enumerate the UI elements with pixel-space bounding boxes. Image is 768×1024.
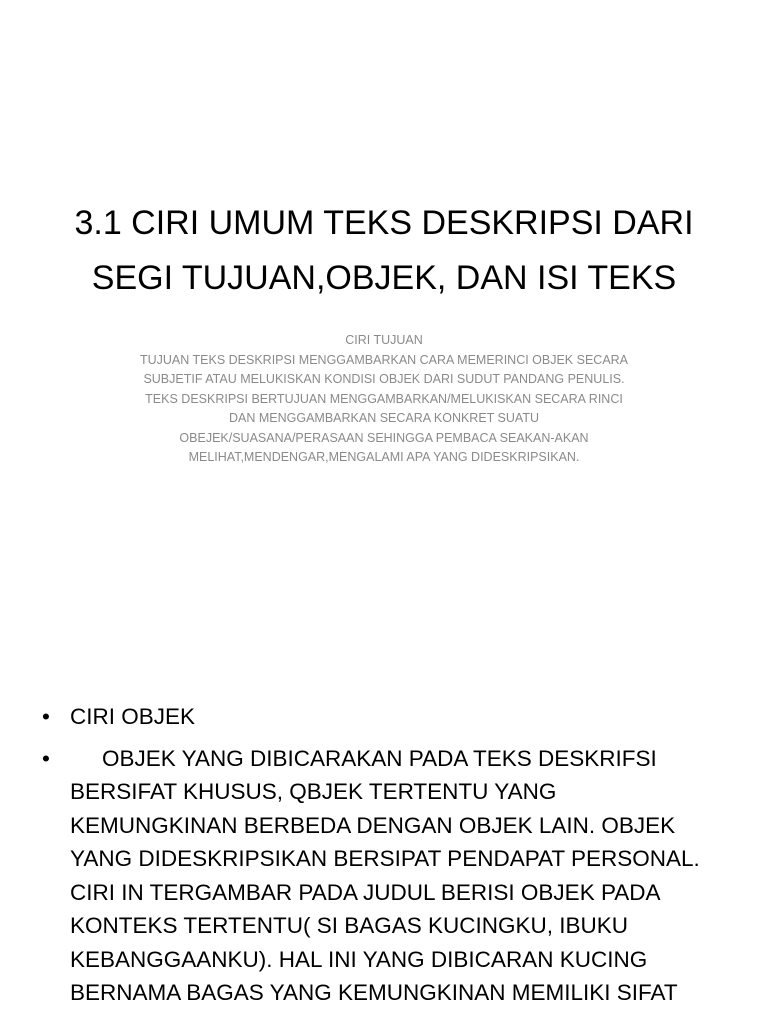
bullet-item-objek-description: [40, 742, 740, 1010]
bullet-line: KEBANGGAANKU). HAL INI YANG DIBICARAN KUCING: [70, 946, 648, 972]
slide-title: [40, 196, 728, 306]
subtitle-line: DAN MENGGAMBARKAN SECARA KONKRET SUATU: [228, 411, 539, 425]
subtitle-line: OBEJEK/SUASANA/PERASAAN SEHINGGA PEMBACA SEAKAN-AKAN: [179, 430, 589, 445]
bullet-item-ciri-objek: [40, 700, 740, 734]
bullet-line: CIRI IN TERGAMBAR PADA JUDUL BERISI OBJEK PADA: [70, 879, 661, 905]
bullet-line: KEMUNGKINAN BERBEDA DENGAN OBJEK LAIN. OBJEK: [70, 812, 676, 838]
subtitle-block: [110, 331, 658, 468]
bullet-dot-icon: •: [42, 745, 50, 771]
bullet-line: BERNAMA BAGAS YANG KEMUNGKINAN MEMILIKI SIFAT: [70, 980, 678, 1005]
subtitle-line: MELIHAT,MENDENGAR,MENGALAMI APA YANG DIDESKRIPSIKAN.: [188, 450, 580, 464]
subtitle-line: SUBJETIF ATAU MELUKISKAN KONDISI OBJEK DARI SUDUT PANDANG PENULIS.: [143, 372, 625, 386]
subtitle-heading: CIRI TUJUAN: [345, 333, 423, 347]
subtitle-line: TEKS DESKRIPSI BERTUJUAN MENGGAMBARKAN/MELUKISKAN SECARA RINCI: [145, 391, 623, 406]
title-line-1: 3.1 CIRI UMUM TEKS DESKRIPSI DARI: [74, 204, 694, 242]
bullet-dot-icon: •: [42, 704, 50, 729]
bullet-text: CIRI OBJEK: [70, 704, 196, 729]
subtitle-line: TUJUAN TEKS DESKRIPSI MENGGAMBARKAN CARA MEMERINCI OBJEK SECARA: [139, 352, 629, 367]
slide-2: [0, 686, 768, 1024]
bullet-line: YANG DIDESKRIPSIKAN BERSIPAT PENDAPAT PERSONAL.: [70, 846, 700, 871]
title-line-2: SEGI TUJUAN,OBJEK, DAN ISI TEKS: [91, 259, 677, 297]
bullet-line: BERSIFAT KHUSUS, QBJEK TERTENTU YANG: [70, 779, 557, 804]
bullet-list: [40, 700, 740, 1018]
bullet-line: KONTEKS TERTENTU( SI BAGAS KUCINGKU, IBUKU: [70, 913, 629, 938]
bullet-line: OBJEK YANG DIBICARAKAN PADA TEKS DESKRIFSI: [102, 745, 657, 771]
